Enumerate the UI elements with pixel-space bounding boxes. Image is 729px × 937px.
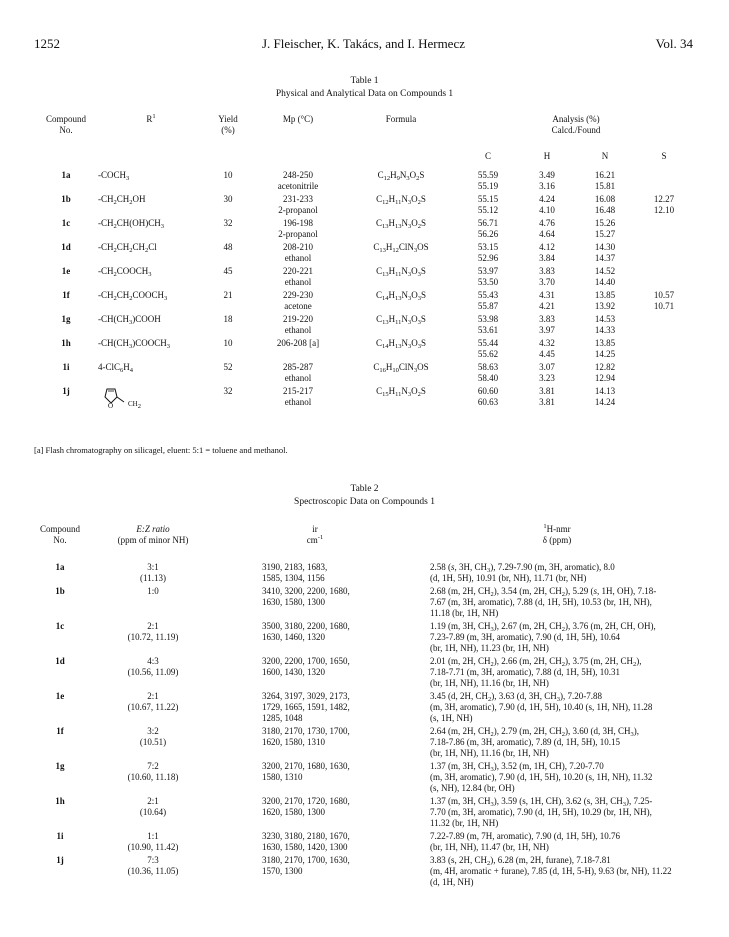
analysis-h-value: 4.24 4.10 — [539, 194, 555, 215]
analysis-c-value: 55.43 55.87 — [477, 290, 499, 311]
compound-no: 1b — [61, 194, 71, 204]
table-row — [34, 656, 704, 691]
header-spacer — [34, 136, 98, 170]
analysis-h-value: 4.31 4.21 — [539, 290, 555, 311]
analysis-s-value — [634, 338, 694, 362]
analysis-n-value: 14.52 14.40 — [594, 266, 616, 287]
analysis-s-value — [634, 218, 694, 242]
yield-value: 52 — [223, 362, 233, 372]
compound-no: 1d — [55, 656, 65, 666]
table-row — [34, 726, 704, 761]
col-mp-header: Mp (°C) — [282, 114, 314, 124]
mp-value: 215-217 ethanol — [283, 386, 313, 407]
ir-values: 3200, 2200, 1700, 1650, 1600, 1430, 1320 — [262, 656, 350, 677]
col-element-header: H — [543, 151, 551, 161]
table1-title — [0, 75, 729, 101]
analysis-c-value: 58.63 58.40 — [477, 362, 499, 383]
r1-substituent — [98, 386, 204, 410]
formula-value: $C_{13}H_{12}ClN_3OS$ — [373, 242, 429, 254]
analysis-c-value: 53.15 52.96 — [477, 242, 499, 263]
compound-no: 1i — [56, 831, 64, 841]
analysis-n-value: 12.82 12.94 — [594, 362, 616, 383]
r1-substituent: $-COCH_3$ — [98, 170, 130, 182]
analysis-n-value: 15.26 15.27 — [594, 218, 616, 239]
ir-values: 3410, 3200, 2200, 1680, 1630, 1580, 1300 — [262, 586, 350, 607]
analysis-n-value: 16.21 15.81 — [594, 170, 616, 191]
table-row — [34, 362, 694, 386]
col-element-header: C — [484, 151, 491, 161]
table1-footnote: [a] Flash chromatography on silicagel, eluent: 5:1 = toluene and methanol. — [34, 445, 288, 455]
compound-no: 1h — [55, 796, 65, 806]
yield-value: 30 — [223, 194, 233, 204]
compound-no: 1j — [56, 855, 64, 865]
col-ir-header: ir $cm^{-1}$ — [306, 524, 324, 545]
analysis-c-value: 56.71 56.26 — [477, 218, 499, 239]
nmr-values: 1.19 (m, 3H, $CH_3$), 2.67 (m, 2H, $CH_2$), 3.76 (m, 2H, CH, OH), 7.23-7.89 (m, 3H, aromatic), 7.90 (d, 1H, 5H), 10.64 (br, 1H, NH), 11.23 (br, 1H, NH) — [430, 621, 656, 653]
svg-text:O: O — [108, 402, 114, 408]
table1 — [34, 114, 694, 410]
mp-value: 206-208 [a] — [276, 338, 320, 348]
analysis-s-value — [634, 362, 694, 386]
table2-caption: Spectroscopic Data on Compounds 1 — [294, 497, 435, 507]
analysis-s-value: 12.27 12.10 — [653, 194, 675, 215]
yield-value: 10 — [223, 338, 233, 348]
table-row — [34, 218, 694, 242]
col-ez-header: E:Z ratio (ppm of minor NH) — [117, 524, 189, 545]
nmr-values: 3.83 (s, 2H, $CH_2$), 6.28 (m, 2H, furane), 7.18-7.81 (m, 4H, aromatic + furane), 7.85 (d, 1H, 5-H), 9.63 (br, NH), 11.22 (d, 1H, NH) — [430, 855, 672, 887]
nmr-values: 2.01 (m, 2H, $CH_2$), 2.66 (m, 2H, $CH_2$), 3.75 (m, 2H, $CH_2$), 7.18-7.71 (m, 3H, aromatic), 7.88 (d, 1H, 5H), 10.31 (br, 1H, NH), 11.16 (br, 1H, NH) — [430, 656, 642, 688]
analysis-h-value: 4.32 4.45 — [539, 338, 555, 359]
formula-value: $C_{14}H_{13}N_3O_3S$ — [375, 290, 427, 302]
mp-value: 196-198 2-propanol — [278, 218, 318, 239]
mp-value: 220-221 ethanol — [283, 266, 313, 287]
ez-ratio: 2:1 (10.72, 11.19) — [127, 621, 179, 642]
table-row — [34, 691, 704, 726]
nmr-values: 2.58 (s, 3H, $CH_3$), 7.29-7.90 (m, 3H, aromatic), 8.0 (d, 1H, 5H), 10.91 (br, NH), 11.71 (br, NH) — [430, 562, 615, 583]
mp-value: 248-250 acetonitrile — [277, 170, 319, 191]
compound-no: 1a — [55, 562, 65, 572]
header-spacer — [98, 136, 204, 170]
compound-no: 1c — [55, 621, 65, 631]
col-compound-header: Compound No. — [39, 524, 80, 545]
analysis-c-value: 53.98 53.61 — [477, 314, 499, 335]
ez-ratio: 1:0 — [147, 586, 159, 596]
ir-values: 3180, 2170, 1700, 1630, 1570, 1300 — [262, 855, 350, 876]
running-header — [34, 36, 693, 54]
analysis-h-value: 3.81 3.81 — [539, 386, 555, 407]
header-spacer — [252, 136, 344, 170]
analysis-c-value: 55.44 55.62 — [477, 338, 499, 359]
mp-value: 219-220 ethanol — [283, 314, 313, 335]
col-compound-header: Compound No. — [45, 114, 86, 135]
r1-substituent: $-CH_2CH(OH)CH_3$ — [98, 218, 164, 230]
mp-value: 208-210 ethanol — [283, 242, 313, 263]
analysis-n-value: 14.13 14.24 — [594, 386, 616, 407]
ez-ratio: 4:3 (10.56, 11.09) — [127, 656, 179, 677]
compound-no: 1f — [56, 726, 64, 736]
furan-ch2-label: CH2 — [128, 400, 141, 410]
volume-label: Vol. 34 — [655, 36, 693, 51]
running-authors: J. Fleischer, K. Takács, and I. Hermecz — [261, 36, 465, 51]
r1-substituent: $-CH(CH_3)COOH$ — [98, 314, 161, 326]
table-row — [34, 338, 694, 362]
nmr-values: 1.37 (m, 3H, $CH_3$), 3.59 (s, 1H, CH), 3.62 (s, 3H, $CH_3$), 7.25- 7.70 (m, 3H, aromatic), 7.90 (d, 1H, 5H), 10.29 (br, 1H, NH), 11.32 (br, 1H, NH) — [430, 796, 653, 828]
compound-no: 1b — [55, 586, 65, 596]
ez-ratio: 3:2 (10.51) — [139, 726, 167, 747]
yield-value: 21 — [223, 290, 233, 300]
compound-no: 1e — [61, 266, 71, 276]
analysis-s-value — [634, 386, 694, 410]
table-row — [34, 761, 704, 796]
table1-header-row — [34, 114, 694, 136]
table-row — [34, 796, 704, 831]
analysis-h-value: 4.12 3.84 — [539, 242, 555, 263]
r1-substituent: $4-ClC_6H_4$ — [98, 362, 134, 374]
analysis-c-value: 55.59 55.19 — [477, 170, 499, 191]
ez-ratio: 2:1 (10.67, 11.22) — [127, 691, 179, 712]
col-yield-header: Yield (%) — [218, 114, 238, 135]
table-row — [34, 242, 694, 266]
page-number: 1252 — [34, 36, 60, 51]
analysis-h-value: 3.49 3.16 — [539, 170, 555, 191]
ez-ratio: 2:1 (10.64) — [139, 796, 167, 817]
col-nmr-header: $^1$H-nmr δ (ppm) — [542, 523, 572, 545]
col-r1-header: $R^1$ — [146, 113, 156, 124]
table1-label: Table 1 — [350, 76, 379, 86]
ir-values: 3200, 2170, 1680, 1630, 1580, 1310 — [262, 761, 350, 782]
r1-substituent: $-CH_2CH_2OH$ — [98, 194, 146, 206]
mp-value: 229-230 acetone — [283, 290, 313, 311]
analysis-n-value: 14.30 14.37 — [594, 242, 616, 263]
table2-title — [0, 483, 729, 509]
formula-value: $C_{13}H_{13}N_3O_2S$ — [375, 218, 427, 230]
table-row — [34, 314, 694, 338]
mp-value: 285-287 ethanol — [283, 362, 313, 383]
compound-no: 1h — [61, 338, 71, 348]
table-row — [34, 562, 704, 586]
formula-value: $C_{12}H_9N_3O_2S$ — [377, 170, 425, 182]
analysis-s-value — [634, 170, 694, 194]
yield-value: 45 — [223, 266, 233, 276]
ir-values: 3200, 2170, 1720, 1680, 1620, 1580, 1300 — [262, 796, 350, 817]
formula-value: $C_{14}H_{13}N_3O_3S$ — [375, 338, 427, 350]
nmr-values: 2.68 (m, 2H, $CH_2$), 3.54 (m, 2H, $CH_2$), 5.29 (s, 1H, OH), 7.18- 7.67 (m, 3H, aromatic), 7.88 (d, 1H, 5H), 10.53 (br, 1H, NH), 11.18 (br, 1H, NH) — [430, 586, 657, 618]
analysis-s-value — [634, 314, 694, 338]
compound-no: 1f — [62, 290, 70, 300]
col-formula-header: Formula — [385, 114, 417, 124]
ir-values: 3180, 2170, 1730, 1700, 1620, 1580, 1310 — [262, 726, 350, 747]
header-spacer — [204, 136, 252, 170]
analysis-h-value: 4.76 4.64 — [539, 218, 555, 239]
analysis-c-value: 53.97 53.50 — [477, 266, 499, 287]
analysis-s-value — [634, 266, 694, 290]
compound-no: 1i — [62, 362, 70, 372]
analysis-c-value: 55.15 55.12 — [477, 194, 499, 215]
nmr-values: 2.64 (m, 2H, $CH_2$), 2.79 (m, 2H, $CH_2$), 3.60 (d, 3H, $CH_3$), 7.18-7.86 (m, 3H, aromatic), 7.89 (d, 1H, 5H), 10.15 (br, 1H, NH), 11.16 (br, 1H, NH) — [430, 726, 639, 758]
ez-ratio: 3:1 (11.13) — [140, 562, 166, 583]
yield-value: 32 — [223, 386, 233, 396]
r1-substituent: $-CH(CH_3)COOCH_3$ — [98, 338, 171, 350]
compound-no: 1g — [55, 761, 65, 771]
table2-header-row — [34, 524, 704, 562]
table-row — [34, 266, 694, 290]
formula-value: $C_{15}H_{11}N_3O_2S$ — [376, 386, 426, 398]
analysis-n-value: 13.85 13.92 — [594, 290, 616, 311]
ez-ratio: 1:1 (10.90, 11.42) — [127, 831, 179, 852]
formula-value: $C_{16}H_{10}ClN_3OS$ — [373, 362, 429, 374]
compound-no: 1d — [61, 242, 71, 252]
yield-value: 18 — [223, 314, 233, 324]
nmr-values: 3.45 (d, 2H, $CH_2$), 3.63 (d, 3H, $CH_3$), 7.20-7.88 (m, 3H, aromatic), 7.90 (d, 1H, 5H), 10.40 (s, 1H, NH), 11.28 (s, 1H, NH) — [430, 691, 653, 723]
table1-caption: Physical and Analytical Data on Compounds 1 — [275, 89, 454, 99]
compound-no: 1g — [61, 314, 71, 324]
table-row — [34, 855, 704, 890]
analysis-h-value: 3.83 3.70 — [539, 266, 555, 287]
r1-substituent: $-CH_2COOCH_3$ — [98, 266, 152, 278]
compound-no: 1a — [61, 170, 71, 180]
analysis-n-value: 14.53 14.33 — [594, 314, 616, 335]
header-spacer — [344, 136, 458, 170]
nmr-values: 1.37 (m, 3H, $CH_3$), 3.52 (m, 1H, CH), 7.20-7.70 (m, 3H, aromatic), 7.90 (d, 1H, 5H), 10.20 (s, 1H, NH), 11.32 (s, NH), 12.84 (br, OH) — [430, 761, 653, 793]
table-row — [34, 170, 694, 194]
table2-label: Table 2 — [350, 484, 379, 494]
yield-value: 10 — [223, 170, 233, 180]
table-row — [34, 586, 704, 621]
analysis-s-value — [634, 242, 694, 266]
ez-ratio: 7:2 (10.60, 11.18) — [127, 761, 179, 782]
analysis-h-value: 3.83 3.97 — [539, 314, 555, 335]
ir-values: 3190, 2183, 1683, 1585, 1304, 1156 — [262, 562, 328, 583]
nmr-values: 7.22-7.89 (m, 7H, aromatic), 7.90 (d, 1H, 5H), 10.76 (br, 1H, NH), 11.47 (br, 1H, NH) — [430, 831, 620, 852]
table-row — [34, 386, 694, 410]
analysis-n-value: 13.85 14.25 — [594, 338, 616, 359]
compound-no: 1e — [55, 691, 65, 701]
table2 — [34, 524, 704, 890]
ir-values: 3264, 3197, 3029, 2173, 1729, 1665, 1591, 1482, 1285, 1048 — [262, 691, 350, 723]
table-row — [34, 621, 704, 656]
r1-substituent: $-CH_2CH_2CH_2Cl$ — [98, 242, 157, 254]
table-row — [34, 290, 694, 314]
col-element-header: N — [601, 151, 609, 161]
col-element-header: S — [661, 151, 667, 161]
formula-value: $C_{13}H_{11}N_3O_3S$ — [376, 266, 426, 278]
compound-no: 1j — [62, 386, 70, 396]
ir-values: 3230, 3180, 2180, 1670, 1630, 1580, 1420, 1300 — [262, 831, 350, 852]
ez-ratio: 7:3 (10.36, 11.05) — [127, 855, 179, 876]
analysis-s-value: 10.57 10.71 — [653, 290, 675, 311]
analysis-n-value: 16.08 16.48 — [594, 194, 616, 215]
yield-value: 48 — [223, 242, 233, 252]
analysis-c-value: 60.60 60.63 — [477, 386, 499, 407]
formula-value: $C_{12}H_{11}N_3O_2S$ — [376, 194, 426, 206]
compound-no: 1c — [61, 218, 71, 228]
table-row — [34, 831, 704, 855]
ir-values: 3500, 3180, 2200, 1680, 1630, 1460, 1320 — [262, 621, 350, 642]
col-analysis-header: Analysis (%) Calcd./Found — [551, 114, 601, 135]
yield-value: 32 — [223, 218, 233, 228]
r1-substituent: $-CH_2CH_2COOCH_3$ — [98, 290, 168, 302]
formula-value: $C_{13}H_{11}N_3O_3S$ — [376, 314, 426, 326]
analysis-h-value: 3.07 3.23 — [539, 362, 555, 383]
table1-element-row — [34, 136, 694, 170]
mp-value: 231-233 2-propanol — [278, 194, 318, 215]
table-row — [34, 194, 694, 218]
